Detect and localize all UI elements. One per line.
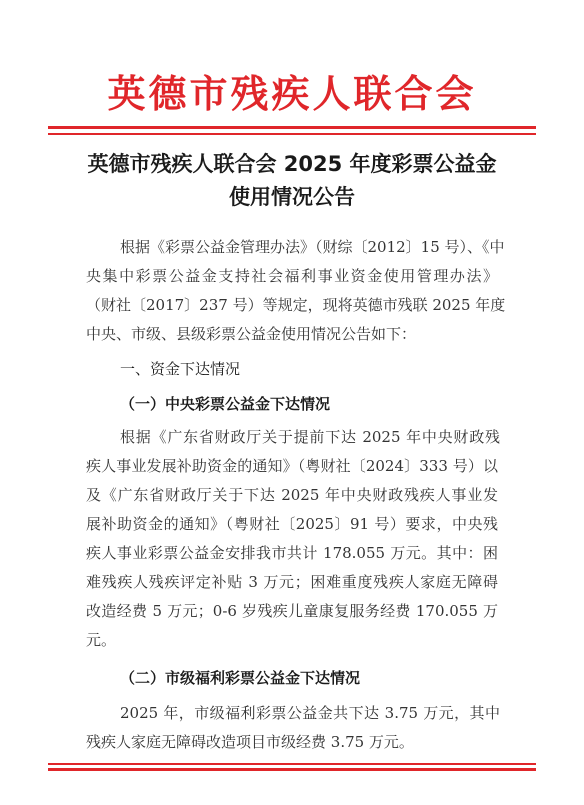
- sub1-line: 及《广东省财政厅关于下达 2025 年中央财政残疾人事业发: [86, 486, 498, 504]
- sub1-line: 难残疾人残疾评定补贴 3 万元；困难重度残疾人家庭无障碍: [86, 573, 498, 591]
- letterhead-rule-thin: [48, 133, 536, 135]
- footer-rule-thin: [48, 763, 536, 765]
- sub1-heading: （一）中央彩票公益金下达情况: [120, 395, 331, 413]
- sub1-line: 元。: [86, 631, 117, 649]
- intro-line: 央集中彩票公益金支持社会福利事业资金使用管理办法》: [86, 267, 498, 285]
- sub1-line: 根据《广东省财政厅关于提前下达 2025 年中央财政残: [120, 428, 500, 446]
- section1-heading: 一、资金下达情况: [120, 360, 241, 378]
- sub1-line: 展补助资金的通知》（粤财社〔2025〕91 号）要求，中央残: [86, 515, 498, 533]
- intro-line: （财社〔2017〕237 号）等规定，现将英德市残联 2025 年度: [86, 296, 506, 314]
- intro-line: 根据《彩票公益金管理办法》（财综〔2012〕15 号）、《中: [120, 238, 505, 256]
- document-title-line1: 英德市残疾人联合会 2025 年度彩票公益金: [87, 152, 497, 176]
- letterhead-org-name: 英德市残疾人联合会: [107, 71, 477, 116]
- sub1-line: 改造经费 5 万元；0-6 岁残疾儿童康复服务经费 170.055 万: [86, 602, 498, 620]
- sub2-line: 2025 年，市级福利彩票公益金共下达 3.75 万元，其中: [120, 704, 500, 722]
- sub2-line: 残疾人家庭无障碍改造项目市级经费 3.75 万元。: [86, 733, 414, 751]
- intro-line: 中央、市级、县级彩票公益金使用情况公告如下：: [86, 325, 417, 343]
- footer-rule-thick: [48, 768, 536, 771]
- sub2-heading: （二）市级福利彩票公益金下达情况: [120, 669, 361, 687]
- document-title-line2: 使用情况公告: [229, 185, 355, 209]
- letterhead-rule-thick: [48, 126, 536, 129]
- sub1-line: 疾人事业发展补助资金的通知》（粤财社〔2024〕333 号）以: [86, 457, 498, 475]
- sub1-line: 疾人事业彩票公益金安排我市共计 178.055 万元。其中：困: [86, 544, 498, 562]
